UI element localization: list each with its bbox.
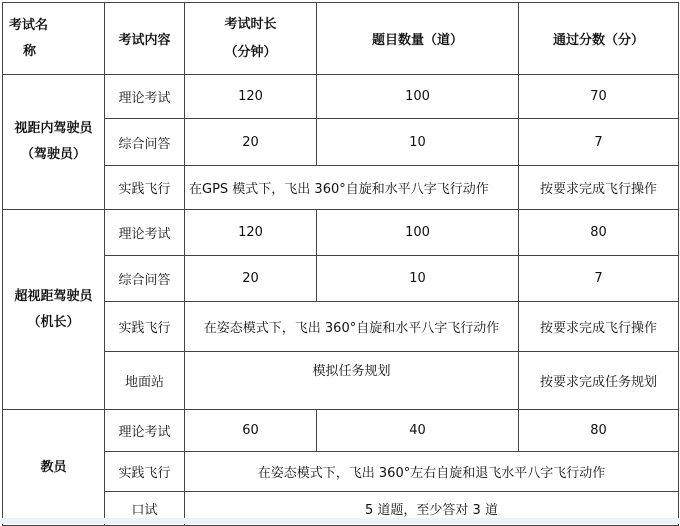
- task-description: 在GPS 模式下，飞出 360°自旋和水平八字飞行动作: [185, 166, 519, 210]
- count-cell: 40: [317, 410, 519, 452]
- exam-item: 理论考试: [105, 410, 185, 452]
- duration-cell: 60: [185, 410, 317, 452]
- exam-item: 实践飞行: [105, 302, 185, 352]
- count-cell: 10: [317, 256, 519, 302]
- pass-cell: 70: [519, 75, 679, 119]
- bottom-edge-strip: [0, 518, 680, 524]
- header-exam-name-line1: 考试名: [9, 17, 49, 33]
- header-exam-name: [3, 3, 105, 75]
- group-name-line2: （驾驶员）: [20, 147, 86, 162]
- group-name-line2: （机长）: [27, 314, 80, 330]
- count-cell: 100: [317, 210, 519, 256]
- duration-cell: 20: [185, 256, 317, 302]
- group-name-line1: 视距内驾驶员: [14, 121, 93, 136]
- pass-cell: 按要求完成任务规划: [519, 352, 679, 410]
- exam-item: 理论考试: [105, 210, 185, 256]
- exam-item: 口试: [105, 492, 185, 526]
- table-row: [3, 352, 679, 410]
- header-duration-line2: （分钟）: [224, 44, 277, 60]
- pass-cell: 按要求完成飞行操作: [519, 166, 679, 210]
- exam-requirements-table: [2, 2, 679, 526]
- duration-cell: 120: [185, 210, 317, 256]
- exam-item: 综合问答: [105, 119, 185, 166]
- pass-cell: 80: [519, 410, 679, 452]
- header-pass-score: 通过分数（分）: [519, 3, 679, 75]
- header-duration: [185, 3, 317, 75]
- task-description: 5 道题，至少答对 3 道: [185, 492, 679, 526]
- exam-item: 理论考试: [105, 75, 185, 119]
- task-description: 在姿态模式下，飞出 360°自旋和水平八字飞行动作: [185, 302, 519, 352]
- group-name-line1: 超视距驾驶员: [14, 288, 93, 304]
- header-exam-name-line2: 称: [23, 43, 37, 59]
- table-row: [3, 75, 679, 119]
- header-content: 考试内容: [105, 3, 185, 75]
- count-cell: 100: [317, 75, 519, 119]
- group-name-instructor: 教员: [3, 410, 105, 526]
- exam-item: 综合问答: [105, 256, 185, 302]
- header-duration-line1: 考试时长: [224, 16, 277, 32]
- exam-item: 实践飞行: [105, 166, 185, 210]
- table-row: [3, 302, 679, 352]
- task-description: 在姿态模式下，飞出 360°左右自旋和退飞水平八字飞行动作: [185, 452, 679, 492]
- duration-cell: 20: [185, 119, 317, 166]
- group-name-bvlos-pilot: [3, 210, 105, 410]
- count-cell: 10: [317, 119, 519, 166]
- group-name-vlos-pilot: [3, 75, 105, 210]
- pass-cell: 按要求完成飞行操作: [519, 302, 679, 352]
- pass-cell: 7: [519, 119, 679, 166]
- table-row: [3, 256, 679, 302]
- task-description: 模拟任务规划: [185, 352, 519, 410]
- exam-item: 实践飞行: [105, 452, 185, 492]
- table-row: [3, 166, 679, 210]
- duration-cell: 120: [185, 75, 317, 119]
- table-row: [3, 410, 679, 452]
- table-row: [3, 119, 679, 166]
- header-row: [3, 3, 679, 75]
- exam-table-wrapper: [2, 2, 679, 526]
- exam-item: 地面站: [105, 352, 185, 410]
- pass-cell: 80: [519, 210, 679, 256]
- table-row: [3, 452, 679, 492]
- pass-cell: 7: [519, 256, 679, 302]
- header-question-count: 题目数量（道）: [317, 3, 519, 75]
- table-row: [3, 210, 679, 256]
